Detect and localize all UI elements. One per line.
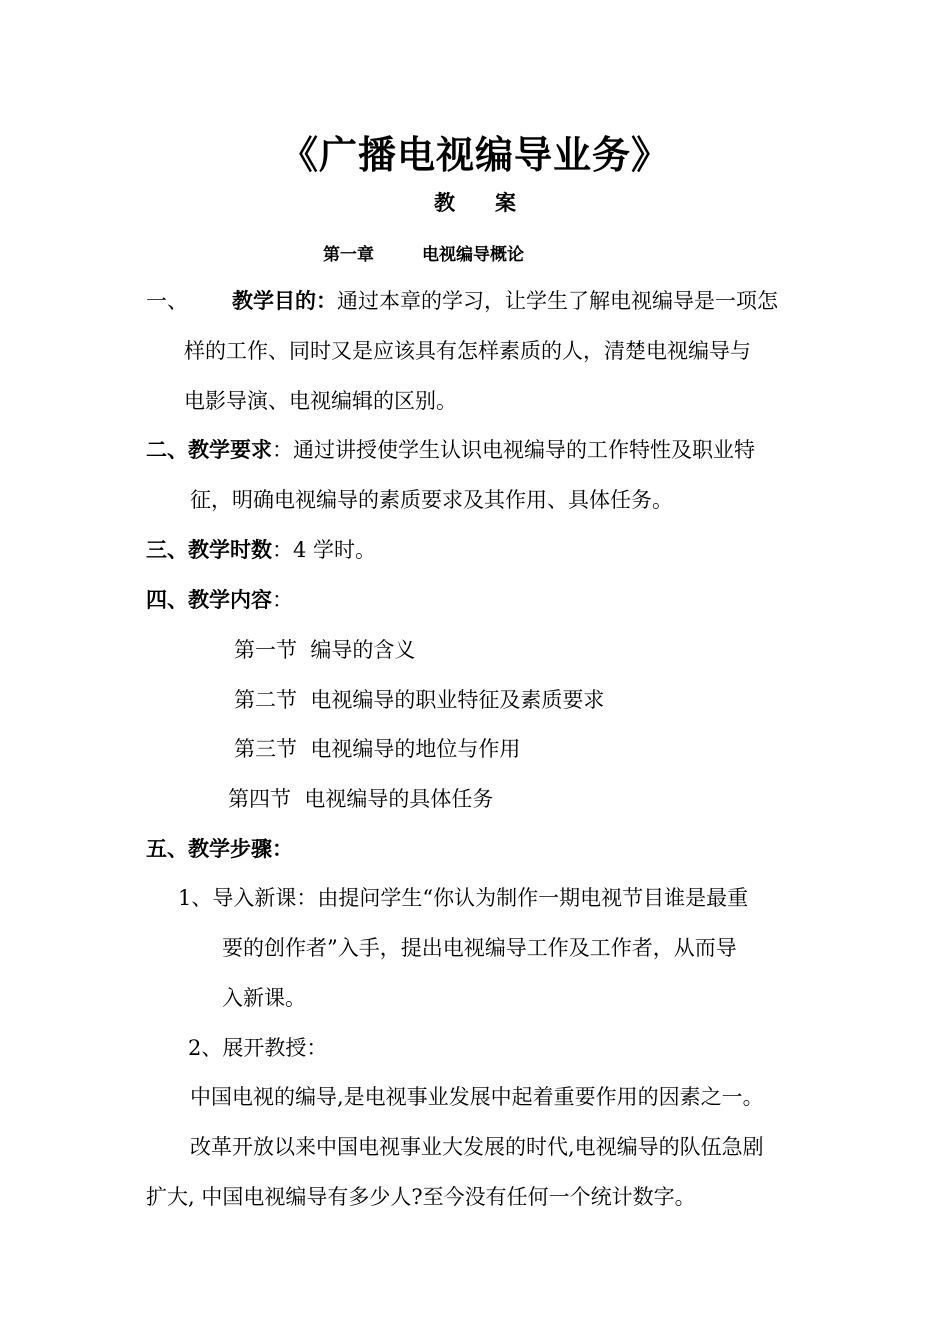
body-paragraph-1: 中国电视的编导,是电视事业发展中起着重要作用的因素之一。 [190,1085,764,1109]
section-2-number: 二、 [146,437,188,462]
body-paragraph-2-line-2: 扩大, 中国电视编导有多少人?至今没有任何一个统计数字。 [146,1185,696,1209]
section-3-label: 教学时数 [188,537,272,562]
section-3-colon: ： [272,538,293,562]
document-title: 《广播电视编导业务》 [279,132,670,177]
content-item-3: 第三节 电视编导的地位与作用 [234,737,521,761]
section-5-number: 五、 [146,836,188,861]
section-4-number: 四、 [146,587,188,612]
section-1-text-line-1: 通过本章的学习，让学生了解电视编导是一项怎 [337,289,778,313]
section-3-number: 三、 [146,537,188,562]
section-1-first-line [146,287,778,315]
content-item-4: 第四节 电视编导的具体任务 [228,787,494,811]
document-subtitle: 教案 [434,190,556,215]
section-4-label: 教学内容 [188,587,272,612]
body-paragraph-2-line-1: 改革开放以来中国电视事业大发展的时代,电视编导的队伍急剧 [190,1135,764,1159]
step-1-line-1: 1、导入新课：由提问学生“你认为制作一期电视节目谁是最重 [178,886,749,910]
section-3-line [146,536,376,564]
section-3-text: 4 学时。 [293,538,377,562]
section-4-colon: ： [272,588,293,612]
section-2-text-line-2: 征，明确电视编导的素质要求及其作用、具体任务。 [190,488,673,512]
step-1-line-2: 要的创作者”入手，提出电视编导工作及工作者，从而导 [222,936,737,960]
section-5-line [146,835,293,863]
section-1-text-line-3: 电影导演、电视编辑的区别。 [184,389,457,413]
content-item-1: 第一节 编导的含义 [234,638,416,662]
section-2-label: 教学要求 [188,437,272,462]
section-5-label: 教学步骤： [188,836,293,861]
chapter-name: 电视编导概论 [422,245,524,265]
chapter-number: 第一章 [323,245,374,265]
section-2-colon: ： [272,438,293,462]
section-4-line [146,586,293,614]
chapter-heading [323,240,524,265]
section-1-number: 一、 [146,289,188,313]
section-1-label: 教学目的： [232,288,337,313]
section-2-text-line-1: 通过讲授使学生认识电视编导的工作特性及职业特 [293,438,755,462]
section-2-first-line [146,436,755,464]
step-1-line-3: 入新课。 [222,986,306,1010]
content-item-2: 第二节 电视编导的职业特征及素质要求 [234,688,605,712]
section-1-text-line-2: 样的工作、同时又是应该具有怎样素质的人，清楚电视编导与 [184,339,751,363]
step-2-line: 2、展开教授： [188,1036,328,1060]
